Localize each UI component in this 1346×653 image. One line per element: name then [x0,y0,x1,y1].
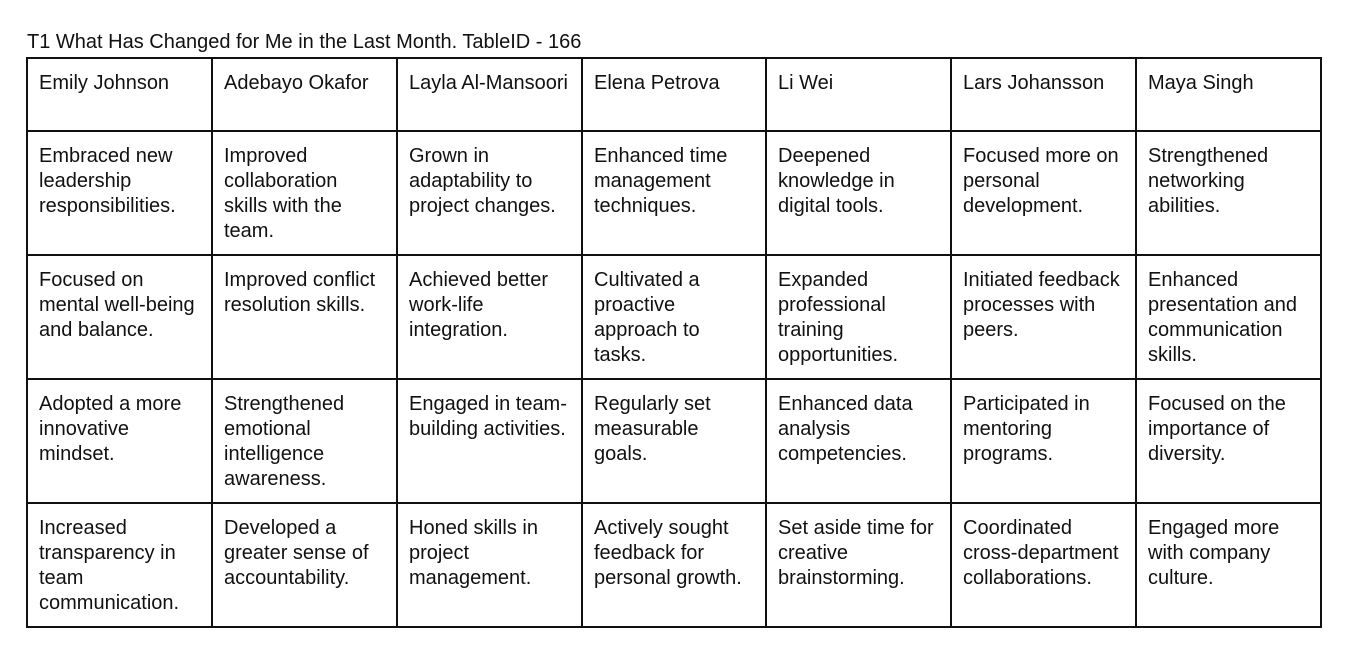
table-cell: Deepened knowledge in digital tools. [766,131,951,255]
table-cell: Developed a greater sense of accountability. [212,503,397,627]
table-cell: Focused more on personal development. [951,131,1136,255]
table-caption: T1 What Has Changed for Me in the Last Month. TableID - 166 [27,31,582,53]
table-row [27,255,1321,379]
table-cell: Improved conflict resolution skills. [212,255,397,379]
table-cell: Focused on the importance of diversity. [1136,379,1321,503]
table-cell: Enhanced data analysis competencies. [766,379,951,503]
table-cell: Initiated feedback processes with peers. [951,255,1136,379]
column-header: Li Wei [766,58,951,131]
table-cell: Coordinated cross-department collaborations. [951,503,1136,627]
table-row [27,379,1321,503]
table-cell: Set aside time for creative brainstorming. [766,503,951,627]
table-cell: Engaged more with company culture. [1136,503,1321,627]
table-cell: Expanded professional training opportunities. [766,255,951,379]
column-header: Maya Singh [1136,58,1321,131]
table-cell: Enhanced time management techniques. [582,131,766,255]
table-cell: Increased transparency in team communication. [27,503,212,627]
table-header-row [27,58,1321,131]
table-cell: Strengthened networking abilities. [1136,131,1321,255]
column-header: Adebayo Okafor [212,58,397,131]
table-cell: Honed skills in project management. [397,503,582,627]
table-cell: Regularly set measurable goals. [582,379,766,503]
table-cell: Engaged in team-building activities. [397,379,582,503]
table-cell: Grown in adaptability to project changes. [397,131,582,255]
table-cell: Achieved better work-life integration. [397,255,582,379]
column-header: Elena Petrova [582,58,766,131]
table-cell: Improved collaboration skills with the team. [212,131,397,255]
column-header: Emily Johnson [27,58,212,131]
table-cell: Strengthened emotional intelligence awareness. [212,379,397,503]
column-header: Layla Al-Mansoori [397,58,582,131]
table-cell: Cultivated a proactive approach to tasks. [582,255,766,379]
table-cell: Enhanced presentation and communication skills. [1136,255,1321,379]
table-row [27,131,1321,255]
column-header: Lars Johansson [951,58,1136,131]
table-cell: Participated in mentoring programs. [951,379,1136,503]
table-cell: Embraced new leadership responsibilities. [27,131,212,255]
table-row [27,503,1321,627]
data-table [26,57,1322,628]
table-cell: Focused on mental well-being and balance. [27,255,212,379]
table-cell: Adopted a more innovative mindset. [27,379,212,503]
table-cell: Actively sought feedback for personal growth. [582,503,766,627]
